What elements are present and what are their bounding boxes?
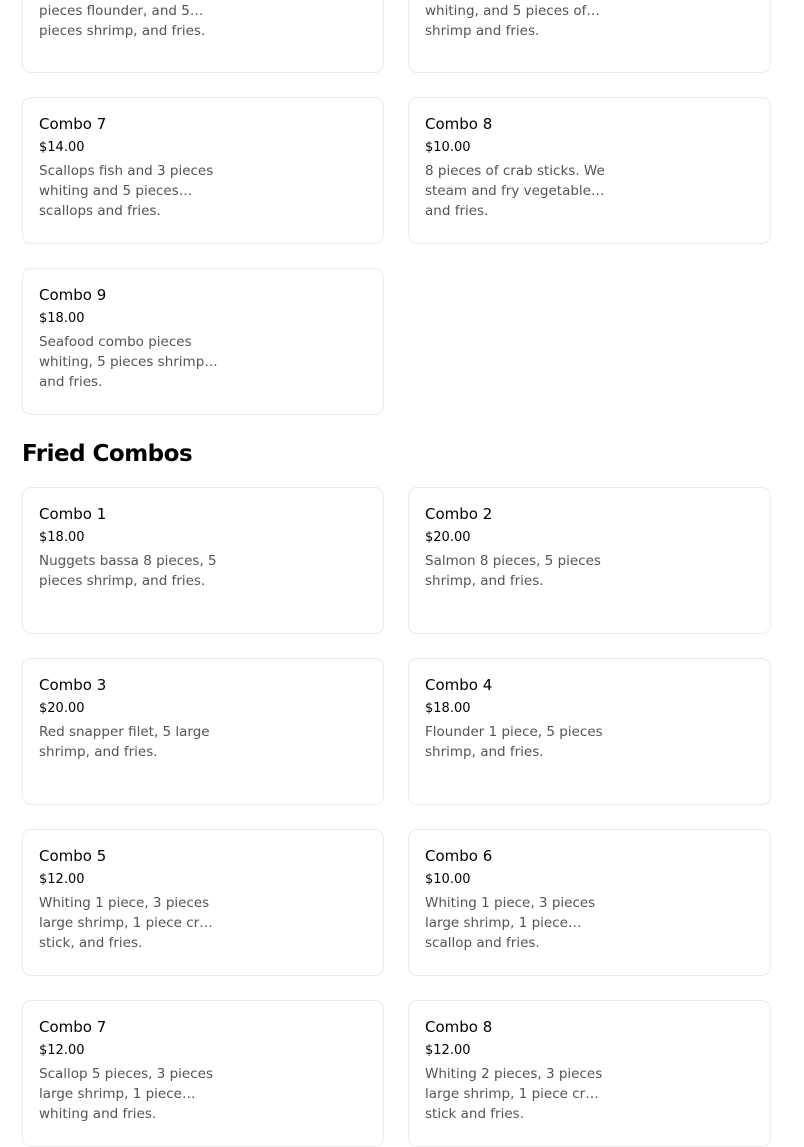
menu-item-card[interactable]: [22, 1000, 384, 1147]
item-name: Combo 6: [425, 847, 493, 865]
item-description: Flounder 1 piece, 5 pieces shrimp, and fries.: [425, 724, 603, 760]
item-description: Seafood combo pieces whiting, 5 pieces shrimps and fries.: [39, 334, 212, 390]
item-description: Whiting 1 piece, 3 pieces large shrimp, 1 piece scallop and fries.: [425, 895, 596, 951]
section-title: Fried Combos: [22, 441, 193, 467]
item-price: $12.00: [39, 1043, 85, 1058]
menu-item-card[interactable]: [408, 1000, 771, 1147]
menu-item-card[interactable]: [22, 0, 384, 73]
item-name: Combo 5: [39, 847, 107, 865]
item-description: Salmon 8 pieces, 5 pieces shrimp, and fries.: [425, 553, 601, 589]
item-name: Combo 8: [425, 115, 493, 133]
item-price: $18.00: [425, 701, 471, 716]
item-price: $18.00: [39, 311, 85, 326]
menu-item-card[interactable]: [22, 487, 384, 634]
item-name: Combo 8: [425, 1018, 493, 1036]
item-description: pieces flounder, and 5 pieces shrimp, and fries.: [39, 3, 206, 39]
item-description: whiting, and 5 pieces of shrimp and fries.: [425, 3, 587, 39]
menu-item-card[interactable]: [408, 487, 771, 634]
item-name: Combo 9: [39, 286, 107, 304]
item-name: Combo 3: [39, 676, 107, 694]
item-price: $18.00: [39, 530, 85, 545]
item-price: $14.00: [39, 140, 85, 155]
item-name: Combo 1: [39, 505, 107, 523]
item-price: $10.00: [425, 872, 471, 887]
item-price: $10.00: [425, 140, 471, 155]
item-description: Scallops fish and 3 pieces whiting and 5 pieces scallops and fries.: [39, 163, 214, 219]
item-price: $12.00: [425, 1043, 471, 1058]
item-name: Combo 4: [425, 676, 493, 694]
menu-item-card[interactable]: [22, 658, 384, 805]
item-description: Whiting 2 pieces, 3 pieces large shrimp, 1 piece crab stick and fries.: [425, 1066, 603, 1122]
item-name: Combo 2: [425, 505, 493, 523]
item-name: Combo 7: [39, 1018, 107, 1036]
item-description: Red snapper filet, 5 large shrimp, and fries.: [39, 724, 210, 760]
menu-item-card[interactable]: [22, 829, 384, 976]
menu-item-card[interactable]: [408, 97, 771, 244]
item-price: $20.00: [39, 701, 85, 716]
menu-item-card[interactable]: [22, 97, 384, 244]
item-description: Nuggets bassa 8 pieces, 5 pieces shrimp, and fries.: [39, 553, 217, 589]
menu-item-card[interactable]: [408, 0, 771, 73]
item-price: $12.00: [39, 872, 85, 887]
menu-item-card[interactable]: [408, 829, 771, 976]
menu-item-card[interactable]: [22, 268, 384, 415]
item-description: 8 pieces of crab sticks. We steam and fry vegetables and fries.: [425, 163, 605, 219]
item-name: Combo 7: [39, 115, 107, 133]
menu-item-card[interactable]: [408, 658, 771, 805]
item-description: Whiting 1 piece, 3 pieces large shrimp, 1 piece crab stick, and fries.: [39, 895, 217, 951]
item-description: Scallop 5 pieces, 3 pieces large shrimp, 1 piece whiting and fries.: [39, 1066, 214, 1122]
item-price: $20.00: [425, 530, 471, 545]
